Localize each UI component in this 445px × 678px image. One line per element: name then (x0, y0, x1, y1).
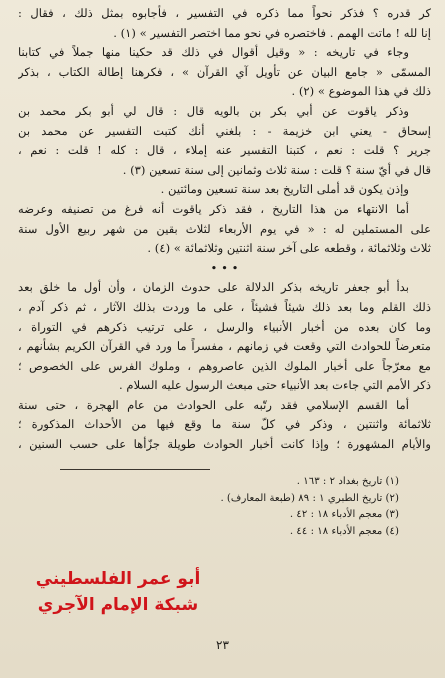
text-line: متعرضاً للحوادث التي وقعت في زمانهم ، مفسراً ما ورد في القرآن الكريم بشأنهم ، (18, 339, 431, 354)
text-line: وإذن يكون قد أملى التاريخ بعد سنة تسعين ومائتين . (160, 182, 409, 197)
text-line: والأيام المشهورة ؛ وإذا كانت أخبار الحوادث طويلة جزّأها على حسب السنين ، (18, 437, 431, 452)
footnote: (٢) تاريخ الطبري ١ : ٨٩ (طبعة المعارف) . (220, 492, 399, 504)
text-line: ثلاث وثلاثمائة ، وقطعه على آخر سنة اثنتين وثلاثمائة » (٤) . (147, 241, 431, 256)
text-line: ذلك القلم وما بعد ذلك شيئاً فشيئاً ، على ما وردت بذلك الآثار ، ثم ذكر آدم ، (18, 299, 431, 314)
text-line: وذكر ياقوت عن أبي بكر بن بالويه قال : قال لي أبو بكر محمد بن (18, 103, 409, 118)
page-number: ٢٣ (216, 638, 229, 652)
text-line: بدأ أبو جعفر تاريخه بذكر الدلالة على حدوث الزمان ، وأن أول ما خلق بعد (18, 280, 409, 295)
footnote: (٤) معجم الأدباء ١٨ : ٤٤ . (289, 525, 399, 537)
text-line: أما القسم الإسلامي فقد رتّبه على الحوادث من عام الهجرة ، حتى سنة (18, 397, 409, 412)
text-line: إنا لله ! ماتت الهمم . فاختصره في نحو مما اختصر التفسير » (١) . (113, 25, 431, 40)
text-line: وجاء في تاريخه : « وقيل أقوال في ذلك قد حكينا منها جملاً في كتابنا (18, 45, 409, 60)
section-divider: • • • (210, 260, 239, 275)
text-line: قال في أيّ سنة ؟ قلت : سنة ثلاث وثمانين إلى سنة تسعين (٣) . (122, 162, 431, 177)
text-line: مع معرّجاً على أخبار الملوك الذين عاصروهم ، وملوك الفرس على الخصوص ؛ (18, 358, 431, 373)
credit-author: أبو عمر الفلسطيني (35, 569, 201, 589)
main-text (18, 4, 431, 455)
text-line: وما كان بعده من أخبار الأنبياء والرسل ، على ترتيب ذكرهم في التوراة ، (18, 319, 431, 334)
footnote: (٣) معجم الأدباء ١٨ : ٤٢ . (289, 509, 399, 521)
text-line: جرير ؟ قلت : نعم ، كتبنا التفسير عنه إملاء ، قال : كله ! قلت : نعم ، (18, 143, 431, 158)
footnote: (١) تاريخ بغداد ٢ : ١٦٣ . (296, 476, 399, 487)
text-line: على المستملين له : « في يوم الأربعاء لثلاث بقين من شهر ربيع الأول سنة (18, 221, 431, 236)
text-line: أما الانتهاء من هذا التاريخ ، فقد ذكر ياقوت أنه فرغ من تصنيفه وعرضه (18, 201, 409, 216)
footnote-separator (60, 469, 210, 470)
text-line: ثلاثمائة واثنتين ، وذكر في كلّ سنة ما وقع فيها من الأحداث المذكورة ؛ (18, 417, 431, 432)
watermark-credit (18, 566, 218, 618)
credit-network: شبكة الإمام الآجري (37, 595, 199, 615)
footnotes (220, 474, 399, 540)
text-line: المسمّى « جامع البيان عن تأويل آي القرآن » ، فكرهنا إطالة الكتاب ، بذكر (18, 64, 431, 79)
text-line: كر قدره ؟ فذكر نحواً مما ذكره في التفسير ، فأجابوه بمثل ذلك ، فقال : (18, 6, 431, 20)
text-line: ذلك في هذا الموضوع » (٢) . (291, 84, 431, 99)
text-line: ذكر الأمم التي جاءت بعد الأنبياء حتى مبعث الرسول عليه السلام . (119, 378, 431, 393)
text-line: إسحاق - يعني ابن خزيمة - : بلغني أنك كتبت التفسير عن محمد بن (18, 123, 431, 138)
